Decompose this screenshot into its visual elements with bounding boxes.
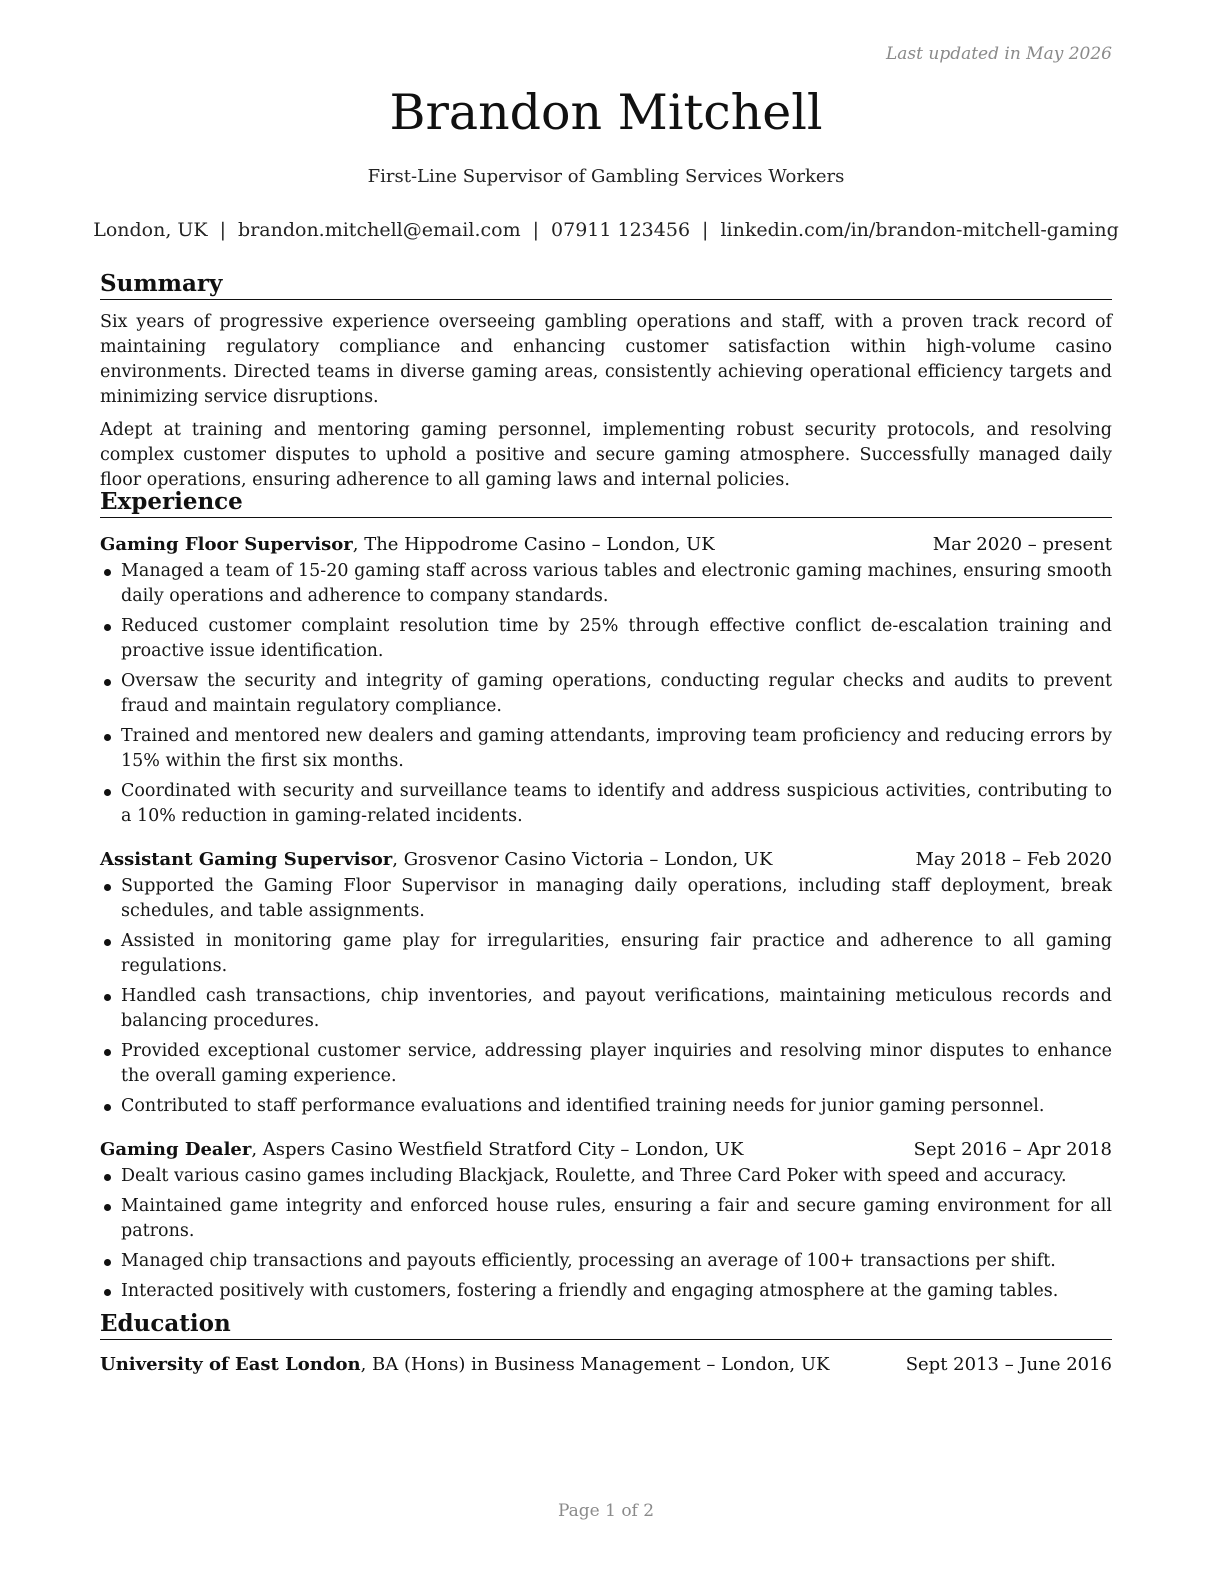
- job-org: , The Hippodrome Casino – London, UK: [352, 533, 715, 555]
- job-title: First-Line Supervisor of Gambling Services Workers: [367, 166, 845, 187]
- education-dates: Sept 2013 – June 2016: [905, 1353, 1112, 1375]
- section-heading: Experience: [100, 488, 1112, 518]
- section-heading: Summary: [100, 270, 1112, 300]
- bullet-item: Coordinated with security and surveillance teams to identify and address suspicious activities, contributing to a 10% reduction in gaming-related incidents.: [100, 779, 1112, 829]
- contact-line: [80, 219, 1132, 241]
- resume-page: [93, 0, 1119, 1584]
- job-dates: May 2018 – Feb 2020: [915, 848, 1112, 870]
- job-entry: [100, 1137, 1112, 1304]
- education-entry: [100, 1352, 1112, 1377]
- bullet-item: Supported the Gaming Floor Supervisor in managing daily operations, including staff deployment, break schedules, and table assignments.: [100, 874, 1112, 924]
- job-dates: Sept 2016 – Apr 2018: [913, 1138, 1112, 1160]
- job-org: , Aspers Casino Westfield Stratford City – London, UK: [251, 1138, 744, 1160]
- contact-location: London, UK: [93, 219, 208, 241]
- bullet-item: Handled cash transactions, chip inventories, and payout verifications, maintaining meticulous records and balancing procedures.: [100, 984, 1112, 1034]
- bullet-item: Assisted in monitoring game play for irregularities, ensuring fair practice and adherence to all gaming regulations.: [100, 929, 1112, 979]
- summary-paragraph: Six years of progressive experience overseeing gambling operations and staff, with a proven track record of maintaining regulatory compliance and enhancing customer satisfaction within high-volume casino environments. Directed teams in diverse gaming areas, consistently achieving operational efficiency targets and minimizing service disruptions.: [100, 311, 1112, 407]
- bullet-item: Contributed to staff performance evaluations and identified training needs for junior gaming personnel.: [100, 1094, 1112, 1119]
- job-header: [100, 847, 1112, 872]
- bullet-item: Interacted positively with customers, fostering a friendly and engaging atmosphere at the gaming tables.: [100, 1279, 1112, 1304]
- job-role: Gaming Dealer: [100, 1138, 252, 1160]
- job-org: , Grosvenor Casino Victoria – London, UK: [392, 848, 773, 870]
- contact-separator: |: [702, 219, 709, 241]
- job-bullets: [100, 1164, 1112, 1304]
- job-header: [100, 532, 1112, 557]
- section-heading: Education: [100, 1310, 1112, 1340]
- contact-email[interactable]: brandon.mitchell@email.com: [238, 219, 521, 241]
- bullet-item: Managed chip transactions and payouts efficiently, processing an average of 100+ transactions per shift.: [100, 1249, 1112, 1274]
- bullet-item: Oversaw the security and integrity of gaming operations, conducting regular checks and audits to prevent fraud and maintain regulatory compliance.: [100, 669, 1112, 719]
- job-entry: [100, 532, 1112, 829]
- summary-section: [100, 270, 1112, 493]
- summary-paragraph: Adept at training and mentoring gaming personnel, implementing robust security protocols, and resolving complex customer disputes to uphold a positive and secure gaming atmosphere. Successfully managed daily floor operations, ensuring adherence to all gaming laws and internal policies.: [100, 419, 1112, 490]
- job-header: [100, 1137, 1112, 1162]
- contact-separator: |: [532, 219, 540, 241]
- job-role: Gaming Floor Supervisor: [100, 533, 353, 555]
- bullet-item: Maintained game integrity and enforced house rules, ensuring a fair and secure gaming environment for all patrons.: [100, 1194, 1112, 1244]
- job-bullets: [100, 874, 1112, 1119]
- bullet-item: Provided exceptional customer service, addressing player inquiries and resolving minor disputes to enhance the overall gaming experience.: [100, 1039, 1112, 1089]
- last-updated: Last updated in May 2026: [885, 44, 1112, 64]
- contact-separator: |: [219, 219, 227, 241]
- page-number: Page 1 of 2: [557, 1501, 655, 1521]
- candidate-name: Brandon Mitchell: [389, 84, 823, 141]
- contact-phone[interactable]: 07911 123456: [551, 219, 691, 241]
- bullet-item: Trained and mentored new dealers and gaming attendants, improving team proficiency and reducing errors by 15% within the first six months.: [100, 724, 1112, 774]
- job-bullets: [100, 559, 1112, 829]
- bullet-item: Managed a team of 15-20 gaming staff across various tables and electronic gaming machines, ensuring smooth daily operations and adherence to company standards.: [100, 559, 1112, 609]
- education-section: [100, 1310, 1112, 1377]
- job-dates: Mar 2020 – present: [932, 533, 1112, 555]
- bullet-item: Dealt various casino games including Blackjack, Roulette, and Three Card Poker with speed and accuracy.: [100, 1164, 1112, 1189]
- job-entry: [100, 847, 1112, 1119]
- bullet-item: Reduced customer complaint resolution time by 25% through effective conflict de-escalation training and proactive issue identification.: [100, 614, 1112, 664]
- degree: , BA (Hons) in Business Management – London, UK: [360, 1353, 830, 1375]
- job-role: Assistant Gaming Supervisor: [100, 848, 393, 870]
- contact-linkedin[interactable]: linkedin.com/in/brandon-mitchell-gaming: [720, 219, 1119, 241]
- school-name: University of East London: [100, 1353, 361, 1375]
- experience-section: [100, 488, 1112, 1309]
